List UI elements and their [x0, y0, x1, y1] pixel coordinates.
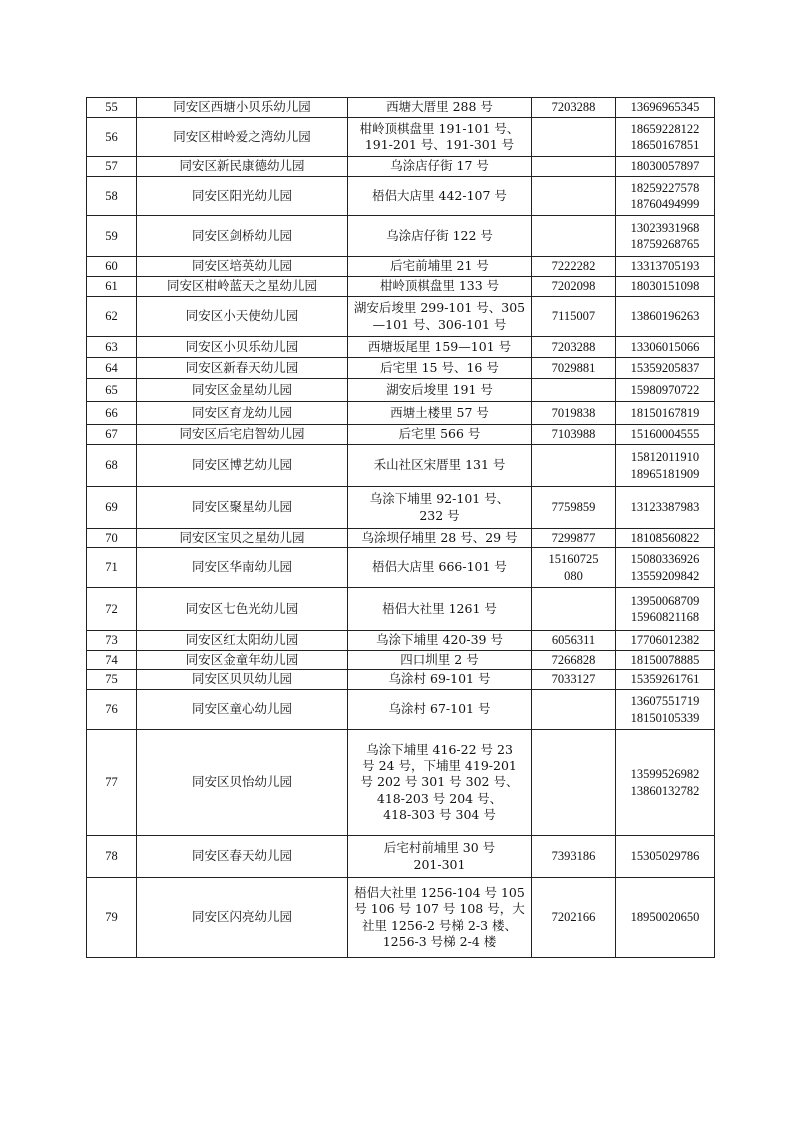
table-row	[87, 878, 715, 958]
mobile-cell-line: 18030057897	[630, 159, 700, 174]
address-cell	[348, 216, 532, 257]
mobile-cell	[616, 548, 715, 588]
mobile-cell-line: 13306015066	[630, 339, 700, 354]
phone-cell-line: 7222282	[551, 259, 596, 274]
mobile-cell-line: 17706012382	[630, 633, 700, 648]
mobile-cell	[616, 118, 715, 157]
phone-cell	[532, 118, 616, 157]
phone-cell	[532, 651, 616, 670]
mobile-cell-line: 15980970722	[630, 382, 700, 397]
table-row	[87, 445, 715, 487]
mobile-cell	[616, 337, 715, 358]
table-row	[87, 118, 715, 157]
mobile-cell-line: 18659228122	[630, 121, 700, 136]
table-row	[87, 98, 715, 118]
address-cell-line: 西塘大厝里 288 号	[386, 99, 493, 115]
mobile-cell-line: 15305029786	[630, 849, 700, 864]
mobile-cell	[616, 358, 715, 379]
mobile-cell	[616, 588, 715, 631]
kindergarten-name-cell: 同安区贝怡幼儿园	[137, 730, 348, 836]
row-number-cell: 67	[87, 425, 137, 445]
mobile-cell-line: 15080336926	[630, 552, 700, 567]
address-cell	[348, 425, 532, 445]
row-number-cell: 56	[87, 118, 137, 157]
row-number-cell: 63	[87, 337, 137, 358]
kindergarten-name-cell: 同安区小贝乐幼儿园	[137, 337, 348, 358]
mobile-cell	[616, 445, 715, 487]
kindergarten-name-cell: 同安区华南幼儿园	[137, 548, 348, 588]
address-cell	[348, 690, 532, 730]
kindergarten-name-cell: 同安区剑桥幼儿园	[137, 216, 348, 257]
phone-cell	[532, 445, 616, 487]
table-row	[87, 358, 715, 379]
table-row	[87, 651, 715, 670]
phone-cell-line: 7266828	[551, 652, 596, 667]
phone-cell	[532, 157, 616, 177]
row-number-cell: 65	[87, 379, 137, 402]
row-number-cell: 59	[87, 216, 137, 257]
table-row	[87, 277, 715, 297]
mobile-cell-line: 18759268765	[630, 237, 700, 251]
address-cell	[348, 588, 532, 631]
address-cell	[348, 670, 532, 690]
mobile-cell-line: 18259227578	[630, 180, 700, 195]
table-row	[87, 529, 715, 548]
address-cell-line: 柑岭顶棋盘里 133 号	[379, 278, 500, 294]
mobile-cell-line: 18150078885	[630, 652, 700, 667]
table-row	[87, 177, 715, 216]
mobile-cell	[616, 529, 715, 548]
mobile-cell	[616, 379, 715, 402]
phone-cell-line: 7202166	[551, 910, 596, 925]
phone-cell	[532, 402, 616, 425]
phone-cell	[532, 836, 616, 878]
phone-cell	[532, 277, 616, 297]
kindergarten-name-cell: 同安区后宅启智幼儿园	[137, 425, 348, 445]
address-cell	[348, 402, 532, 425]
row-number-cell: 79	[87, 878, 137, 958]
phone-cell	[532, 529, 616, 548]
address-cell-line: 乌涂下埔里 416-22 号 23	[366, 741, 513, 757]
mobile-cell-line: 15359205837	[630, 360, 700, 375]
address-cell	[348, 257, 532, 277]
kindergarten-name-cell: 同安区童心幼儿园	[137, 690, 348, 730]
address-cell	[348, 277, 532, 297]
phone-cell	[532, 487, 616, 529]
address-cell-line: 西塘土楼里 57 号	[390, 404, 489, 420]
kindergarten-name-cell: 同安区新春天幼儿园	[137, 358, 348, 379]
row-number-cell: 78	[87, 836, 137, 878]
address-cell-line: 梧侣大店里 442-107 号	[372, 187, 507, 203]
mobile-cell-line: 15359261761	[630, 672, 700, 687]
address-cell	[348, 118, 532, 157]
mobile-cell	[616, 157, 715, 177]
phone-cell-line: 7115007	[551, 309, 596, 324]
address-cell-line: 232 号	[419, 507, 460, 523]
mobile-cell	[616, 402, 715, 425]
phone-cell	[532, 548, 616, 588]
mobile-cell-line: 13559209842	[630, 568, 700, 583]
kindergarten-name-cell: 同安区宝贝之星幼儿园	[137, 529, 348, 548]
kindergarten-name-cell: 同安区博艺幼儿园	[137, 445, 348, 487]
kindergarten-name-cell: 同安区金童年幼儿园	[137, 651, 348, 670]
row-number-cell: 74	[87, 651, 137, 670]
address-cell-line: 梧侣大社里 1261 号	[382, 600, 497, 616]
phone-cell-line: 15160725	[548, 552, 599, 567]
address-cell-line: 1256-3 号梯 2-4 楼	[382, 933, 497, 949]
row-number-cell: 76	[87, 690, 137, 730]
mobile-cell-line: 13607551719	[630, 694, 700, 709]
address-cell-line: 乌涂坝仔埔里 28 号、29 号	[361, 529, 518, 545]
table-row	[87, 216, 715, 257]
phone-cell-line: 7019838	[551, 405, 596, 420]
mobile-cell-line: 13950068709	[630, 593, 700, 608]
address-cell-line: 乌涂村 67-101 号	[388, 701, 491, 717]
address-cell	[348, 878, 532, 958]
mobile-cell-line: 18150167819	[630, 405, 700, 420]
table-row	[87, 425, 715, 445]
phone-cell	[532, 216, 616, 257]
phone-cell-line: 7103988	[551, 427, 596, 442]
address-cell-line: —101 号、306-101 号	[372, 316, 507, 332]
phone-cell	[532, 337, 616, 358]
phone-cell	[532, 631, 616, 651]
mobile-cell	[616, 836, 715, 878]
row-number-cell: 69	[87, 487, 137, 529]
mobile-cell-line: 18965181909	[630, 466, 700, 481]
mobile-cell-line: 18650167851	[630, 138, 700, 152]
address-cell	[348, 379, 532, 402]
row-number-cell: 71	[87, 548, 137, 588]
row-number-cell: 72	[87, 588, 137, 631]
row-number-cell: 68	[87, 445, 137, 487]
table-row	[87, 257, 715, 277]
address-cell	[348, 98, 532, 118]
phone-cell	[532, 177, 616, 216]
table-row	[87, 631, 715, 651]
mobile-cell	[616, 216, 715, 257]
address-cell-line: 号 24 号，下埔里 419-201	[362, 758, 517, 774]
table-row	[87, 690, 715, 730]
mobile-cell	[616, 651, 715, 670]
mobile-cell-line: 13313705193	[630, 259, 700, 274]
mobile-cell-line: 13023931968	[630, 220, 700, 235]
mobile-cell	[616, 177, 715, 216]
table-row	[87, 157, 715, 177]
row-number-cell: 64	[87, 358, 137, 379]
address-cell-line: 社里 1256-2 号梯 2-3 楼、	[361, 917, 517, 933]
mobile-cell-line: 13599526982	[630, 767, 700, 782]
phone-cell-line: 6056311	[551, 633, 596, 648]
row-number-cell: 58	[87, 177, 137, 216]
table-row	[87, 670, 715, 690]
row-number-cell: 70	[87, 529, 137, 548]
phone-cell-line: 7393186	[551, 849, 596, 864]
address-cell-line: 乌涂店仔街 17 号	[390, 158, 489, 174]
phone-cell	[532, 379, 616, 402]
kindergarten-name-cell: 同安区西塘小贝乐幼儿园	[137, 98, 348, 118]
address-cell-line: 后宅里 566 号	[398, 426, 481, 442]
row-number-cell: 60	[87, 257, 137, 277]
mobile-cell	[616, 277, 715, 297]
address-cell-line: 191-201 号、191-301 号	[364, 137, 515, 152]
table-row	[87, 487, 715, 529]
address-cell	[348, 631, 532, 651]
address-cell-line: 号 106 号 107 号 108 号，大	[354, 901, 525, 917]
row-number-cell: 66	[87, 402, 137, 425]
address-cell-line: 梧侣大社里 1256-104 号 105	[354, 885, 525, 900]
address-cell-line: 乌涂下埔里 420-39 号	[376, 632, 503, 648]
address-cell-line: 梧侣大店里 666-101 号	[372, 559, 507, 575]
kindergarten-table	[86, 97, 715, 958]
mobile-cell-line: 18950020650	[630, 910, 700, 925]
mobile-cell	[616, 690, 715, 730]
phone-cell	[532, 588, 616, 631]
mobile-cell-line: 18150105339	[630, 710, 700, 725]
phone-cell	[532, 297, 616, 337]
mobile-cell	[616, 257, 715, 277]
row-number-cell: 57	[87, 157, 137, 177]
address-cell	[348, 836, 532, 878]
address-cell-line: 418-303 号 304 号	[383, 806, 496, 822]
table-row	[87, 588, 715, 631]
mobile-cell	[616, 878, 715, 958]
phone-cell	[532, 690, 616, 730]
address-cell-line: 乌涂村 69-101 号	[388, 671, 491, 687]
address-cell-line: 禾山社区宋厝里 131 号	[373, 457, 506, 473]
address-cell-line: 后宅前埔里 21 号	[390, 258, 489, 274]
kindergarten-name-cell: 同安区七色光幼儿园	[137, 588, 348, 631]
address-cell	[348, 297, 532, 337]
row-number-cell: 61	[87, 277, 137, 297]
mobile-cell-line: 15160004555	[630, 427, 700, 442]
kindergarten-name-cell: 同安区贝贝幼儿园	[137, 670, 348, 690]
mobile-cell	[616, 670, 715, 690]
table-row	[87, 337, 715, 358]
phone-cell	[532, 257, 616, 277]
kindergarten-name-cell: 同安区聚星幼儿园	[137, 487, 348, 529]
phone-cell	[532, 670, 616, 690]
address-cell-line: 湖安后埈里 191 号	[386, 381, 493, 397]
mobile-cell-line: 13123387983	[630, 500, 700, 515]
address-cell	[348, 548, 532, 588]
mobile-cell-line: 13860132782	[630, 783, 700, 798]
row-number-cell: 62	[87, 297, 137, 337]
phone-cell-line: 7203288	[551, 339, 596, 354]
kindergarten-name-cell: 同安区育龙幼儿园	[137, 402, 348, 425]
address-cell	[348, 177, 532, 216]
address-cell	[348, 730, 532, 836]
phone-cell-line: 7029881	[551, 360, 596, 375]
address-cell	[348, 529, 532, 548]
phone-cell	[532, 425, 616, 445]
mobile-cell-line: 13860196263	[630, 309, 700, 324]
table-row	[87, 548, 715, 588]
address-cell-line: 乌涂下埔里 92-101 号、	[369, 491, 510, 507]
address-cell	[348, 337, 532, 358]
table-row	[87, 402, 715, 425]
mobile-cell-line: 18030151098	[630, 279, 700, 294]
address-cell	[348, 651, 532, 670]
kindergarten-name-cell: 同安区春天幼儿园	[137, 836, 348, 878]
address-cell	[348, 445, 532, 487]
address-cell-line: 后宅里 15 号、16 号	[380, 359, 499, 375]
address-cell-line: 湖安后埈里 299-101 号、305	[353, 300, 526, 316]
kindergarten-name-cell: 同安区金星幼儿园	[137, 379, 348, 402]
mobile-cell-line: 18108560822	[630, 530, 700, 545]
phone-cell-line: 080	[564, 568, 583, 583]
row-number-cell: 73	[87, 631, 137, 651]
phone-cell-line: 7203288	[551, 100, 596, 115]
mobile-cell	[616, 425, 715, 445]
mobile-cell-line: 15812011910	[630, 450, 700, 465]
kindergarten-name-cell: 同安区小天使幼儿园	[137, 297, 348, 337]
mobile-cell-line: 15960821168	[630, 610, 700, 624]
kindergarten-name-cell: 同安区新民康德幼儿园	[137, 157, 348, 177]
kindergarten-name-cell: 同安区培英幼儿园	[137, 257, 348, 277]
mobile-cell	[616, 730, 715, 836]
row-number-cell: 55	[87, 98, 137, 118]
mobile-cell	[616, 98, 715, 118]
mobile-cell	[616, 631, 715, 651]
address-cell-line: 四口圳里 2 号	[400, 651, 479, 667]
address-cell	[348, 487, 532, 529]
mobile-cell	[616, 487, 715, 529]
phone-cell-line: 7033127	[551, 672, 596, 687]
address-cell	[348, 157, 532, 177]
address-cell-line: 乌涂店仔街 122 号	[386, 227, 493, 243]
table-row	[87, 379, 715, 402]
mobile-cell	[616, 297, 715, 337]
phone-cell-line: 7202098	[551, 279, 596, 294]
kindergarten-name-cell: 同安区柑岭爱之湾幼儿园	[137, 118, 348, 157]
table-row	[87, 836, 715, 878]
phone-cell	[532, 730, 616, 836]
phone-cell-line: 7299877	[551, 530, 596, 545]
address-cell	[348, 358, 532, 379]
table-row	[87, 730, 715, 836]
phone-cell	[532, 878, 616, 958]
kindergarten-name-cell: 同安区阳光幼儿园	[137, 177, 348, 216]
row-number-cell: 77	[87, 730, 137, 836]
mobile-cell-line: 13696965345	[630, 100, 700, 115]
address-cell-line: 418-203 号 204 号、	[376, 790, 503, 806]
kindergarten-name-cell: 同安区红太阳幼儿园	[137, 631, 348, 651]
address-cell-line: 后宅村前埔里 30 号	[383, 840, 496, 856]
address-cell-line: 柑岭顶棋盘里 191-101 号、	[359, 120, 520, 136]
address-cell-line: 201-301	[413, 856, 466, 872]
address-cell-line: 号 202 号 301 号 302 号、	[360, 774, 519, 790]
phone-cell	[532, 98, 616, 118]
kindergarten-name-cell: 同安区闪亮幼儿园	[137, 878, 348, 958]
table-row	[87, 297, 715, 337]
row-number-cell: 75	[87, 670, 137, 690]
mobile-cell-line: 18760494999	[630, 197, 700, 211]
kindergarten-name-cell: 同安区柑岭蓝天之星幼儿园	[137, 277, 348, 297]
phone-cell	[532, 358, 616, 379]
phone-cell-line: 7759859	[551, 500, 596, 515]
address-cell-line: 西塘坂尾里 159—101 号	[367, 338, 512, 354]
